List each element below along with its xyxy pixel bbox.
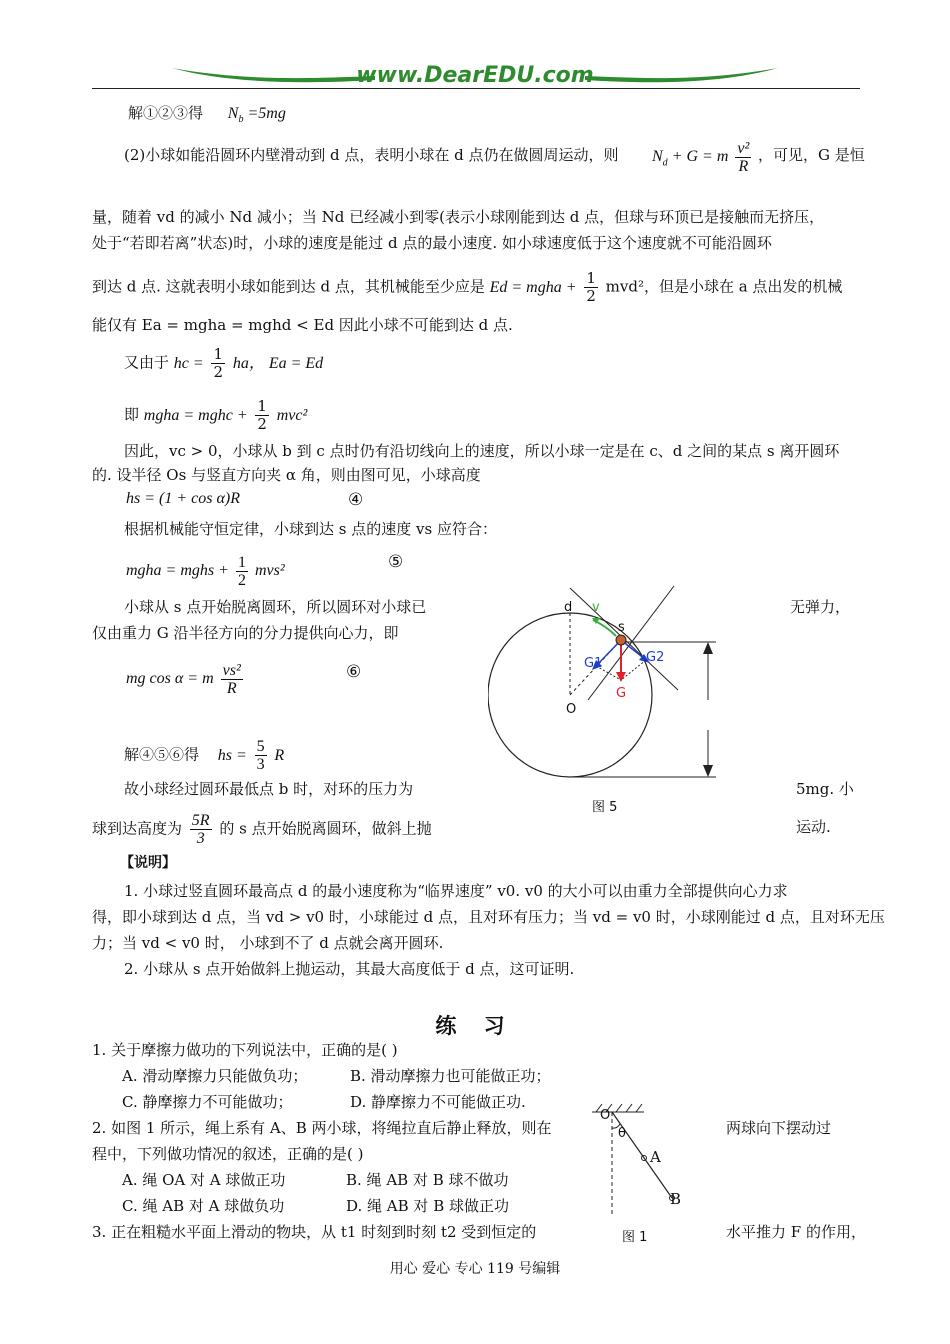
q1-option-b: B. 滑动摩擦力也可能做正功； <box>350 1067 551 1085</box>
page-footer: 用心 爱心 专心 119 号编辑 <box>389 1261 561 1277</box>
q2-option-b: B. 绳 AB 对 B 球不做功 <box>346 1171 509 1189</box>
note-line-1: 1. 小球过竖直圆环最高点 d 的最小速度称为“临界速度” v0. v0 的大小可以由重力全部提供向心力求 <box>124 882 788 900</box>
figure-5 <box>488 580 788 820</box>
p2-line-2: 量，随着 vd 的减小 Nd 减小；当 Nd 已经减小到零(表示小球刚能到达 d 点，但球与环顶已是接触而无挤压， <box>92 208 825 226</box>
fig5-caption: 图 5 <box>592 800 618 815</box>
q3-stem-right: 水平推力 F 的作用， <box>726 1223 866 1241</box>
p2-line-5: 能仅有 Ea = mgha = mghd < Ed 因此小球不可能到达 d 点. <box>92 316 513 334</box>
p2-eq1: $N_d + G = m$ $\frac{\text{v²}}{R}$ <box>652 140 750 175</box>
q2-option-a: A. 绳 OA 对 A 球做正功 <box>122 1171 286 1189</box>
p4-line: 根据机械能守恒定律，小球到达 s 点的速度 vs 应符合： <box>124 520 497 538</box>
p5-line-2: 仅由重力 G 沿半径方向的分力提供向心力，即 <box>92 624 399 642</box>
p6-line-2-right: 运动. <box>796 818 831 836</box>
fig5-label-g1: G1 <box>584 656 603 671</box>
figure-1 <box>586 1098 706 1248</box>
eq4: hs = (1 + cos α)R <box>126 490 240 507</box>
p6-line-2-left: 球到达高度为 $\frac{5R}{3}$ 的 s 点开始脱离圆环，做斜上抛 <box>92 812 432 847</box>
q2-option-c: C. 绳 AB 对 A 球做负功 <box>122 1197 285 1215</box>
note-line-3: 力；当 vd < v0 时， 小球到不了 d 点就会离开圆环. <box>92 934 444 952</box>
q1-option-c: C. 静摩擦力不可能做功； <box>122 1093 293 1111</box>
ji-line: 即 mgha = mghc + $\frac{1}{2}$ mvc² <box>124 397 308 433</box>
fig5-label-s: s <box>618 620 625 635</box>
fig5-label-g2: G2 <box>646 650 665 665</box>
eq5-mark: ⑤ <box>388 552 404 572</box>
q1-stem: 1. 关于摩擦力做功的下列说法中，正确的是( ) <box>92 1041 398 1059</box>
p5-line-1-left: 小球从 s 点开始脱离圆环，所以圆环对小球已 <box>124 598 427 616</box>
p3-line-1: 因此，vc > 0，小球从 b 到 c 点时仍有沿切线向上的速度，所以小球一定是在 c、d 之间的某点 s 离开圆环 <box>124 442 840 460</box>
p2-line-1-tail: ，可见，G 是恒 <box>758 146 865 164</box>
eq6: mg cos α = m $\frac{\text{vs²}}{R}$ <box>126 662 241 697</box>
fig5-label-o: O <box>566 702 577 717</box>
fig5-label-g: G <box>616 686 627 701</box>
p2-line-4: 到达 d 点. 这就表明小球如能到达 d 点，其机械能至少应是 Ed = mgha + $\frac{1}{2}$ mvd²，但是小球在 a 点出发的机械 <box>92 269 843 305</box>
figure-5-diagram <box>488 580 788 820</box>
fig1-label-b: B <box>670 1190 682 1208</box>
fig1-caption: 图 1 <box>622 1230 648 1245</box>
solve-line-1: 解①②③得 $N_b =5mg$ <box>128 104 286 126</box>
q2-option-d: D. 绳 AB 对 B 球做正功 <box>346 1197 509 1215</box>
solve2-line: 解④⑤⑥得 hs = $\frac{5}{3}$ R <box>124 738 285 773</box>
eq4-mark: ④ <box>348 490 364 510</box>
also-line: 又由于 hc = $\frac{1}{2}$ ha， Ea = Ed <box>124 345 324 381</box>
q1-option-a: A. 滑动摩擦力只能做负功； <box>122 1067 308 1085</box>
p6-line-1-left: 故小球经过圆环最低点 b 时，对环的压力为 <box>124 780 414 798</box>
p6-line-1-right: 5mg. 小 <box>796 780 854 798</box>
header-rule <box>92 88 860 89</box>
note-line-4: 2. 小球从 s 点开始做斜上抛运动，其最大高度低于 d 点，这可证明. <box>124 960 575 978</box>
p2-line-1: (2)小球如能沿圆环内壁滑动到 d 点，表明小球在 d 点仍在做圆周运动，则 <box>124 146 619 164</box>
eq5: mgha = mghs + $\frac{1}{2}$ mvs² <box>126 554 285 589</box>
q2-stem-line-2: 程中，下列做功情况的叙述，正确的是( ) <box>92 1145 364 1163</box>
p2-line-3: 处于“若即若离”状态)时，小球的速度是能过 d 点的最小速度. 如小球速度低于这个速度就不可能沿圆环 <box>92 234 772 252</box>
logo-text: www.DearEDU.com <box>356 63 594 88</box>
note-heading: 【说明】 <box>120 855 176 871</box>
p5-line-1-right: 无弹力， <box>790 598 851 616</box>
eq6-mark: ⑥ <box>346 662 362 682</box>
fig5-label-d: d <box>564 600 573 615</box>
fig5-label-v: v <box>592 600 600 615</box>
fig1-label-a: A <box>650 1148 661 1166</box>
exercise-title: 练 习 <box>435 1014 515 1038</box>
p3-line-2: 的. 设半径 Os 与竖直方向夹 α 角，则由图可见，小球高度 <box>92 466 481 484</box>
q1-option-d: D. 静摩擦力不可能做正功. <box>350 1093 526 1111</box>
q3-stem-left: 3. 正在粗糙水平面上滑动的物块，从 t1 时刻到时刻 t2 受到恒定的 <box>92 1223 537 1241</box>
q2-stem-line-1-right: 两球向下摆动过 <box>726 1119 832 1137</box>
note-line-2: 得，即小球到达 d 点，当 vd > v0 时，小球能过 d 点，且对环有压力；当 vd = v0 时，小球刚能过 d 点，且对环无压 <box>92 908 885 926</box>
fig1-label-o: O <box>600 1108 611 1123</box>
q2-stem-line-1: 2. 如图 1 所示，绳上系有 A、B 两小球，将绳拉直后静止释放，则在 <box>92 1119 552 1137</box>
fig1-label-theta: θ <box>618 1126 626 1141</box>
